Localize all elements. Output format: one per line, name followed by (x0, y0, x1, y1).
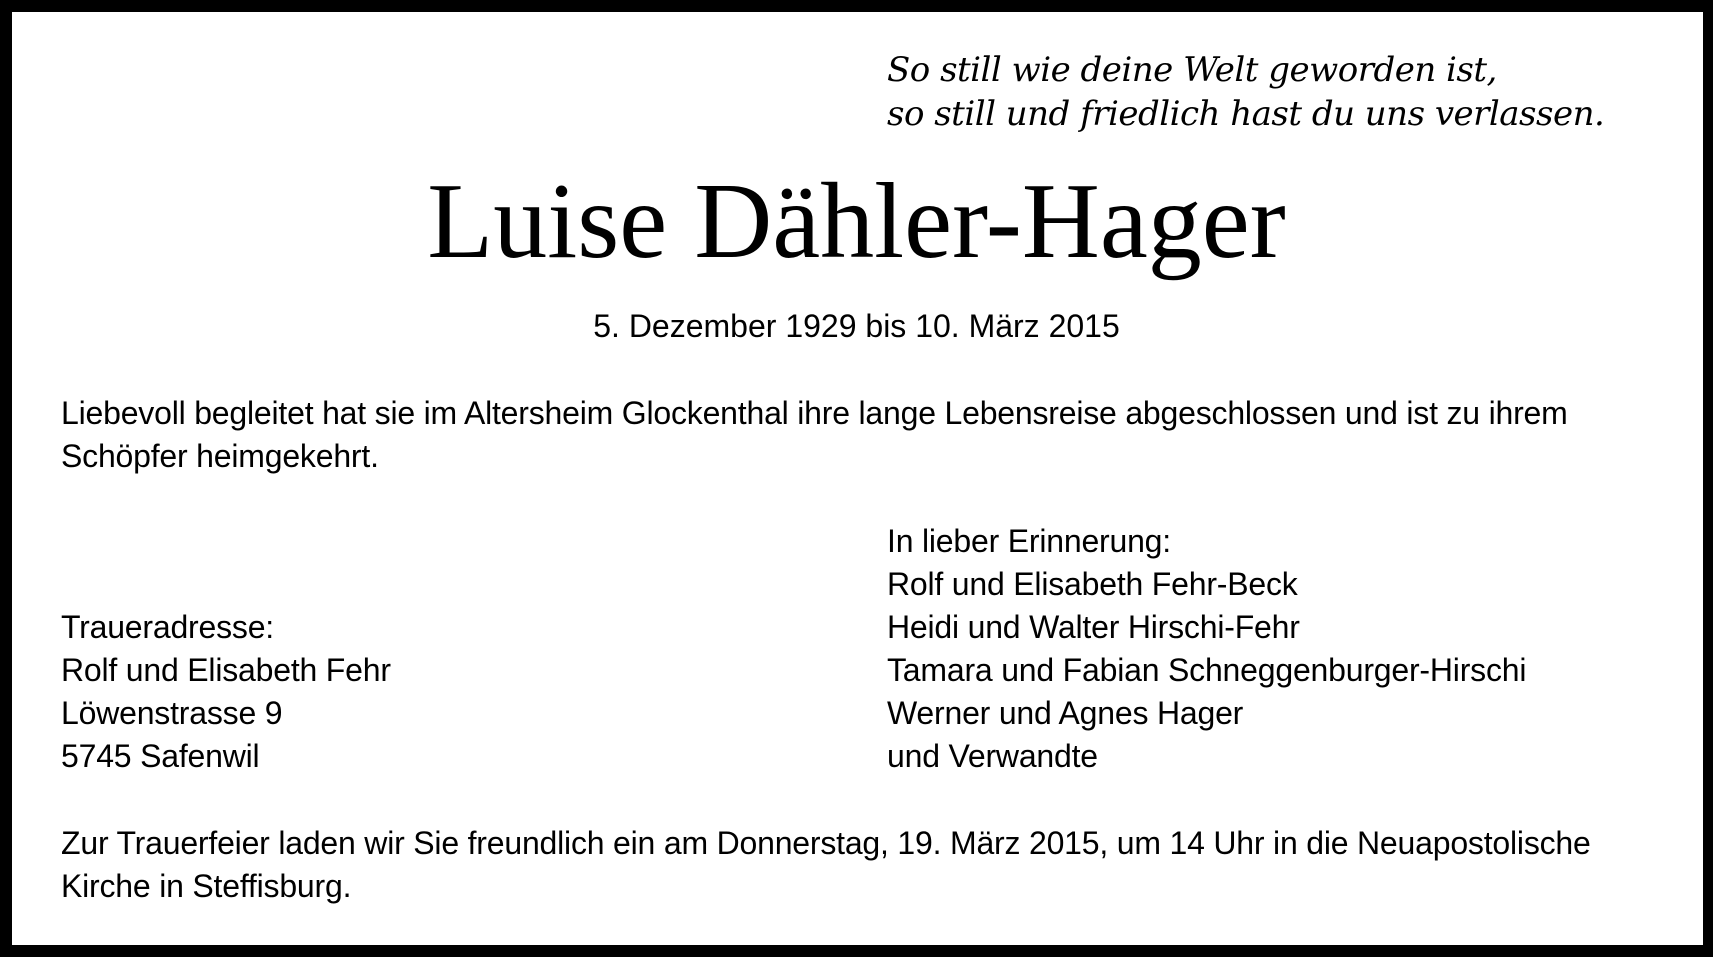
mourner-name: Heidi und Walter Hirschi-Fehr (887, 609, 1300, 645)
address-street: Löwenstrasse 9 (61, 695, 283, 731)
service-line-1: Zur Trauerfeier laden wir Sie freundlich ein am Donnerstag, 19. März 2015, um 14 Uhr in die Neuapostolische (61, 825, 1591, 861)
deceased-name: Luise Dähler-Hager (427, 162, 1286, 281)
mourner-name: Rolf und Elisabeth Fehr-Beck (887, 566, 1298, 602)
address-label: Traueradresse: (61, 609, 274, 645)
intro-line-1: Liebevoll begleitet hat sie im Altersheim Glockenthal ihre lange Lebensreise abgeschlossen und ist zu ihrem (61, 395, 1568, 431)
mourner-name: und Verwandte (887, 738, 1098, 774)
memorial-quote (887, 48, 1647, 136)
mourners-label: In lieber Erinnerung: (887, 523, 1171, 559)
intro-paragraph (61, 392, 1661, 478)
mourners-list (887, 520, 1667, 778)
service-line-2: Kirche in Steffisburg. (61, 868, 352, 904)
mourner-name: Werner und Agnes Hager (887, 695, 1244, 731)
address-name: Rolf und Elisabeth Fehr (61, 652, 391, 688)
mourner-name: Tamara und Fabian Schneggenburger-Hirschi (887, 652, 1527, 688)
address-city: 5745 Safenwil (61, 738, 260, 774)
quote-line-1: So still wie deine Welt geworden ist, (887, 50, 1497, 90)
quote-line-2: so still und friedlich hast du uns verlassen. (887, 94, 1605, 134)
intro-line-2: Schöpfer heimgekehrt. (61, 438, 379, 474)
mourning-address (61, 606, 841, 778)
service-paragraph (61, 822, 1661, 908)
life-dates: 5. Dezember 1929 bis 10. März 2015 (593, 308, 1120, 344)
